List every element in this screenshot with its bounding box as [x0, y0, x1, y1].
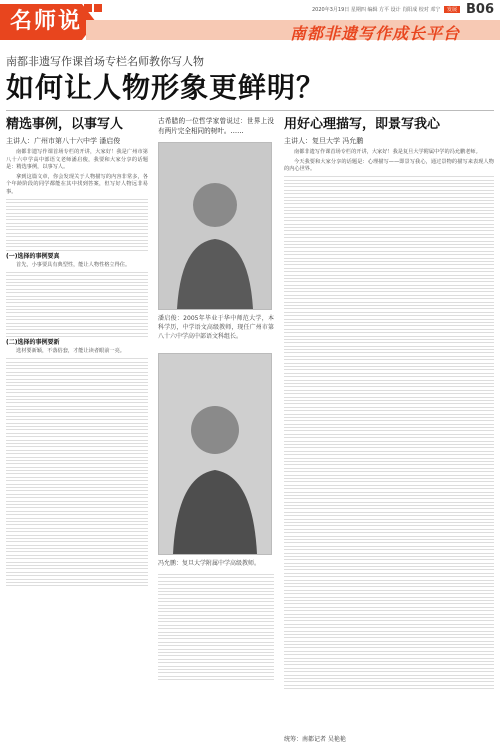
article1-section-text: 选材要新颖，不落俗套，才能让读者眼前一亮。 [16, 348, 125, 355]
article1-paragraph: 拿到这篇文章，你会发现关于人物描写的内容非常多，各个年龄阶段的同学都能在其中找到答案，但写好人物远非易事。 [6, 173, 148, 195]
issue-chip: 发展 [444, 6, 460, 13]
article-column-2 [158, 116, 274, 744]
speaker2-photo [158, 353, 272, 555]
article1-section-heading: (二)选择的事例要新 [6, 339, 60, 347]
article2-body-lines [284, 176, 494, 689]
editor-signoff: 统筹：南都记者 吴艳艳 [284, 736, 346, 743]
brand-square [94, 4, 102, 12]
article2-paragraph: 今天我要和大家分享的话题是：心理描写——即景写我心，通过景物的描写来表现人物的内心世界。 [284, 158, 494, 173]
brand-label: 名师说 [10, 9, 83, 34]
article1-section-text: 首先，小事要具有典型性，能让人物性格立得住。 [16, 261, 131, 268]
article1-body-lines [6, 199, 148, 251]
article2-paragraph: 南都非遗写作课首场专栏的开讲，大家好！我是复旦大学附属中学的冯允鹏老师。 [294, 149, 481, 155]
feature-subtitle: 南都非遗写作课首场专栏名师教你写人物 [6, 55, 204, 68]
person-silhouette-icon [159, 143, 271, 309]
article-column-1 [6, 116, 148, 744]
speaker2-bio: 冯允鹏：复旦大学附属中学高级教师。 [158, 560, 261, 567]
article1-body-lines [6, 358, 148, 586]
column-title: 南都非遗写作成长平台 [289, 24, 460, 43]
speaker1-bio: 潘启俊：2005年毕业于华中师范大学，本科学历，中学语文高级教师，现任广州市第八十六中学高中部语文科组长。 [158, 315, 274, 340]
issue-info [312, 6, 460, 13]
article1-paragraph: 南都非遗写作课首场专栏的开讲，大家好！我是广州市第八十六中学高中部语文老师潘启俊，我要和大家分享的话题是：精选事例，以事写人。 [6, 149, 148, 171]
column-banner [86, 20, 500, 43]
article2-byline: 主讲人：复旦大学 冯允鹏 [284, 137, 364, 145]
article-column-3 [284, 116, 494, 744]
page-header [0, 0, 500, 44]
speaker1-photo [158, 142, 272, 310]
article1-title: 精选事例，以事写人 [6, 117, 124, 132]
column2-lede: 古希腊的一位哲学家曾说过：世界上没有两片完全相同的树叶。…… [158, 117, 274, 135]
article1-byline: 主讲人：广州市第八十六中学 潘启俊 [6, 137, 121, 145]
page-number: B06 [466, 2, 494, 17]
person-silhouette-icon [159, 354, 271, 554]
column2-body-lines [158, 574, 274, 680]
divider [6, 110, 494, 111]
feature-headline: 如何让人物形象更鲜明？ [6, 71, 326, 104]
article1-section-heading: (一)选择的事例要真 [6, 252, 60, 260]
article2-title: 用好心理描写，即景写我心 [284, 117, 441, 132]
article1-body-lines [6, 272, 148, 337]
brand-tab [0, 4, 82, 40]
brand-square [84, 4, 92, 12]
issue-info-text: 2020年3月19日 星期四 编辑 方平 设计 肖阳成 校对 邓宁 [312, 7, 441, 13]
